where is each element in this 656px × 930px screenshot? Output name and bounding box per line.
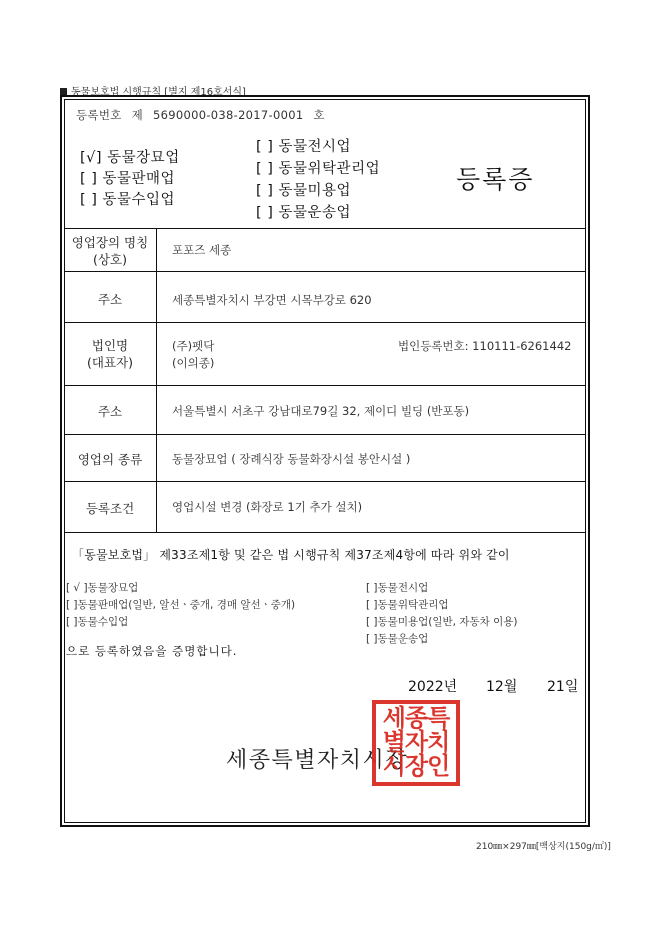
registration-label: 등록번호: [76, 108, 122, 122]
registration-value: 5690000-038-2017-0001: [153, 108, 304, 122]
corporation-label-line1: 법인명: [91, 338, 129, 353]
proof-text: 으로 등록하였음을 증명합니다.: [66, 644, 238, 658]
category-top-right-3: [ ] 동물운송업: [256, 205, 352, 221]
corp-address-value: 서울특별시 서초구 강남대로79길 32, 제이디 빌딩 (반포동): [172, 404, 470, 418]
form-note-text: 동물보호법 시행규칙 [별지 제16호서식]: [71, 87, 246, 98]
document-title: 등록증: [456, 165, 535, 194]
category-top-right-0: [ ] 동물전시업: [256, 139, 352, 155]
checklist-right-1: [ ]동물위탁관리업: [366, 599, 449, 611]
table-top-divider: [64, 228, 586, 229]
checklist-right-0: [ ]동물전시업: [366, 582, 429, 594]
table-bottom-divider: [64, 532, 586, 533]
category-top-left-2: [ ] 동물수입업: [80, 192, 176, 208]
business-address-value: 세종특별자치시 부강면 시목부강로 620: [172, 293, 372, 307]
date-day: 21일: [547, 679, 579, 695]
row-divider: [64, 322, 586, 323]
corp-address-label: 주소: [97, 404, 123, 419]
corporation-name: (주)펫닥: [172, 339, 215, 353]
statement-text: 「동물보호법」 제33조제1항 및 같은 법 시행규칙 제37조제4항에 따라 위와 같이: [72, 548, 510, 562]
label-column-divider: [156, 228, 157, 532]
category-top-left-1: [ ] 동물판매업: [80, 171, 176, 187]
issuer-name: 세종특별자치시장: [226, 748, 409, 773]
registration-prefix: 제: [131, 108, 144, 122]
category-top-right-1: [ ] 동물위탁관리업: [256, 161, 381, 177]
business-name-label-line1: 영업장의 명칭: [71, 235, 149, 250]
corporation-label: [64, 337, 156, 371]
official-seal-stamp: [372, 700, 460, 786]
row-divider: [64, 481, 586, 482]
corporation-registration-number: 법인등록번호: 110111-6261442: [398, 339, 572, 353]
row-divider: [64, 434, 586, 435]
corporation-value: [172, 338, 214, 372]
checklist-right-3: [ ]동물운송업: [366, 633, 429, 645]
registration-suffix: 호: [313, 108, 325, 122]
corporation-representative: (이의종): [172, 356, 215, 370]
corporation-label-line2: (대표자): [87, 355, 133, 370]
square-icon: [60, 88, 67, 95]
business-type-label: 영업의 종류: [77, 452, 143, 467]
registration-number: [76, 107, 331, 123]
row-divider: [64, 271, 586, 272]
seal-line3: 시장인: [382, 752, 450, 780]
business-name-value: 포포즈 세종: [172, 243, 232, 257]
paper-spec: 210㎜×297㎜[백상지(150g/㎡)]: [476, 842, 611, 852]
business-type-value: 동물장묘업 ( 장례식장 동물화장시설 봉안시설 ): [172, 452, 411, 466]
date-month: 12월: [486, 679, 518, 695]
checklist-left-1: [ ]동물판매업(일반, 알선ㆍ중개, 경매 알선ㆍ중개): [66, 599, 296, 611]
checklist-right-2: [ ]동물미용업(일반, 자동차 이용): [366, 616, 518, 628]
business-name-label-line2: (상호): [93, 252, 127, 267]
conditions-label: 등록조건: [85, 501, 135, 516]
seal-line1: 세종특: [382, 704, 450, 732]
conditions-value: 영업시설 변경 (화장로 1기 추가 설치): [172, 500, 363, 514]
checklist-left-2: [ ]동물수입업: [66, 616, 129, 628]
category-top-left-0: [√] 동물장묘업: [80, 150, 180, 166]
business-name-label: [64, 234, 156, 268]
seal-line2: 별자치: [382, 728, 450, 756]
category-top-right-2: [ ] 동물미용업: [256, 183, 352, 199]
business-address-label: 주소: [97, 292, 123, 307]
date-year: 2022년: [408, 679, 458, 695]
row-divider: [64, 385, 586, 386]
checklist-left-0: [ √ ]동물장묘업: [66, 582, 139, 594]
